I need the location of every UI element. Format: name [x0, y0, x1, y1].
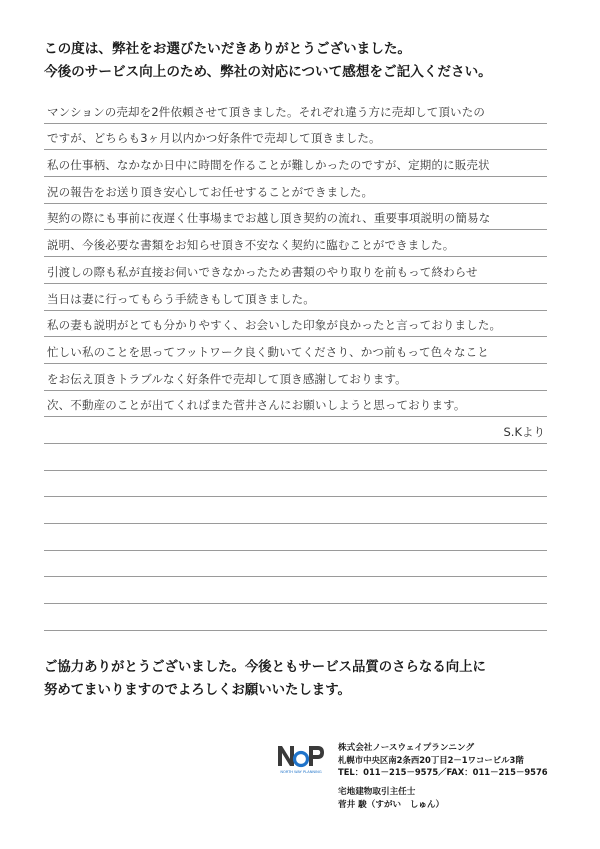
header-line-2: 今後のサービス向上のため、弊社の対応について感想をご記入ください。	[44, 64, 492, 80]
signature: S.Kより	[503, 424, 545, 439]
comment-text: 私の妻も説明がとても分かりやすく、お会いした印象が良かったと言っておりました。	[47, 318, 502, 333]
comment-line	[44, 311, 547, 338]
comment-text: 次、不動産のことが出てくればまた菅井さんにお願いしようと思っております。	[47, 398, 466, 413]
staff-info	[338, 786, 588, 812]
closing-line-2: 努めてまいりますのでよろしくお願いいたします。	[44, 683, 351, 698]
comment-line	[44, 177, 547, 204]
comment-line	[44, 391, 547, 418]
blank-line	[44, 577, 547, 604]
company-info	[338, 742, 588, 778]
company-tel-fax: TEL：011－215－9575／FAX：011－215－9576	[338, 767, 548, 777]
closing-line-1: ご協力ありがとうございました。今後ともサービス品質のさらなる向上に	[44, 660, 486, 675]
comment-text: ですが、どちらも3ヶ月以内かつ好条件で売却して頂きました。	[47, 131, 381, 146]
blank-line	[44, 551, 547, 578]
comment-line	[44, 150, 547, 177]
blank-line	[44, 604, 547, 631]
comment-text: 契約の際にも事前に夜遅く仕事場までお越し頂き契約の流れ、重要事項説明の簡易な	[47, 211, 491, 226]
comment-line	[44, 204, 547, 231]
blank-line	[44, 444, 547, 471]
comment-line	[44, 257, 547, 284]
closing-message	[44, 656, 564, 702]
comment-text: 況の報告をお送り頂き安心してお任せすることができました。	[47, 184, 374, 199]
comment-line	[44, 230, 547, 257]
comment-line	[44, 337, 547, 364]
comment-line	[44, 364, 547, 391]
company-name: 株式会社ノースウェイプランニング	[338, 743, 475, 753]
blank-line	[44, 524, 547, 551]
signature-line	[44, 417, 547, 444]
comment-area	[44, 97, 547, 631]
comment-text: をお伝え頂きトラブルなく好条件で売却して頂き感謝しております。	[47, 371, 407, 386]
logo-subtext: NORTH WAY PLANNING	[280, 770, 322, 774]
staff-name: 菅井 駿（すがい しゅん）	[338, 800, 445, 810]
comment-text: 忙しい私のことを思ってフットワーク良く動いてくださり、かつ前もって色々なこと	[47, 344, 489, 359]
comment-line	[44, 124, 547, 151]
company-address: 札幌市中央区南2条西20丁目2－1ワコービル3階	[338, 755, 524, 765]
comment-text: 私の仕事柄、なかなか日中に時間を作ることが難しかったのですが、定期的に販売状	[47, 158, 490, 173]
header	[44, 38, 564, 84]
blank-line	[44, 471, 547, 498]
nwp-logo-graphic	[276, 742, 326, 776]
nwp-logo-icon	[276, 742, 326, 776]
staff-title: 宅地建物取引主任士	[338, 787, 416, 797]
header-line-1: この度は、弊社をお選びたいだきありがとうございました。	[44, 41, 412, 57]
comment-line	[44, 97, 547, 124]
comment-text: 引渡しの際も私が直接お伺いできなかったため書類のやり取りを前もって終わらせ	[47, 264, 478, 279]
comment-line	[44, 284, 547, 311]
comment-text: 当日は妻に行ってもらう手続きもして頂きました。	[47, 291, 315, 306]
blank-line	[44, 497, 547, 524]
comment-text: マンションの売却を2件依頼させて頂きました。それぞれ違う方に売却して頂いたの	[47, 104, 485, 119]
comment-text: 説明、今後必要な書類をお知らせ頂き不安なく契約に臨むことができました。	[47, 238, 455, 253]
